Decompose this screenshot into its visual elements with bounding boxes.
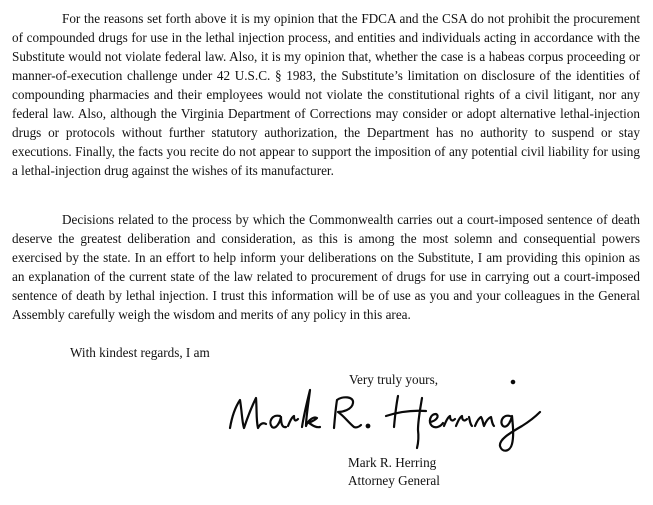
closing-line: With kindest regards, I am [70,345,210,360]
signer-block [348,454,440,490]
signer-title: Attorney General [348,473,440,488]
body-paragraph-2: Decisions related to the process by which the Commonwealth carries out a court-imposed sentence of death deserve the greatest deliberation and consideration, as this is among the most solemn and consequential powers exercised by the state. In an effort to help inform your deliberations on the Substitute, I am providing this opinion as an explanation of the current state of the law related to procurement of drugs for use in carrying out a court-imposed sentence of death by lethal injection. I trust this information will be of use as you and your colleagues in the General Assembly carefully weigh the wisdom and merits of any policy in this area. [12,212,640,323]
handwritten-signature [222,376,562,456]
signer-name: Mark R. Herring [348,455,437,470]
valediction: Very truly yours, [349,372,439,387]
body-paragraph-1: For the reasons set forth above it is my opinion that the FDCA and the CSA do not prohibit the procurement of compounded drugs for use in the lethal injection process, and entities and individuals acting in accordance with the Substitute would not violate federal law. Also, it is my opinion that, whether the case is a habeas corpus proceeding or manner-of-execution challenge under 42 U.S.C. § 1983, the Substitute’s limitation on disclosure of the identities of compounding pharmacies and their employees would not violate the constitutional rights of a civil litigant, nor any federal law. Also, although the Virginia Department of Corrections may consider or adopt alternative lethal-injection drugs or protocols without further statutory authorization, the Department has no authority to suspend or stay executions. Finally, the facts you recite do not appear to support the imposition of any potential civil liability for using a lethal-injection drug against the wishes of its manufacturer. [12,11,640,179]
